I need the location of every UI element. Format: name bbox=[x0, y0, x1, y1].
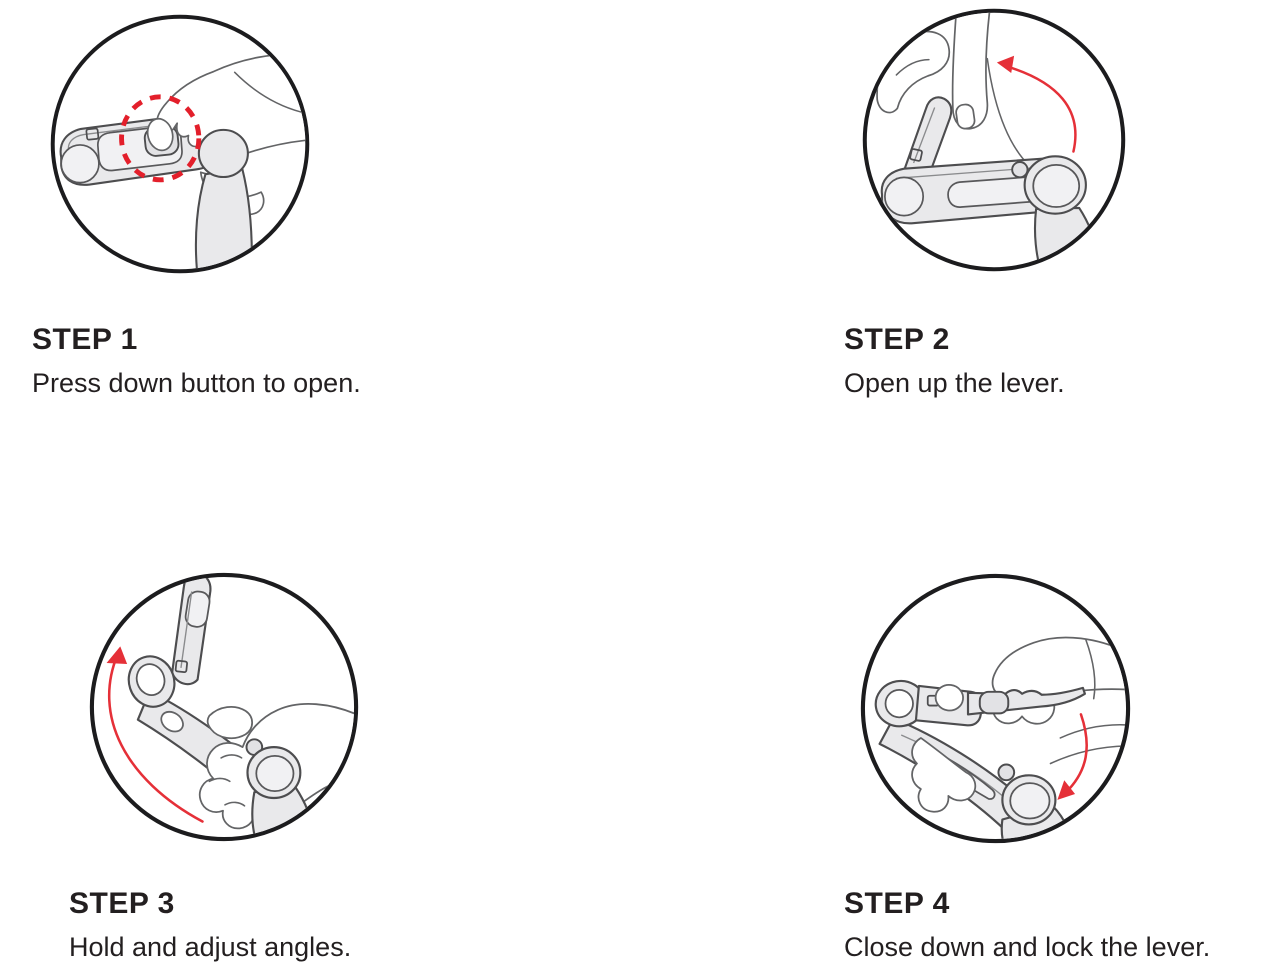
step-1-caption bbox=[32, 324, 361, 398]
press-button-illustration bbox=[48, 12, 312, 276]
adjust-angle-illustration bbox=[87, 570, 361, 844]
step-3-description: Hold and adjust angles. bbox=[69, 931, 352, 962]
step-2-label: STEP 2 bbox=[844, 323, 950, 356]
step-3-caption bbox=[69, 888, 351, 962]
step-2-illustration bbox=[860, 6, 1128, 274]
step-4-description: Close down and lock the lever. bbox=[844, 931, 1211, 962]
step-3-illustration bbox=[87, 570, 361, 844]
step-1-illustration bbox=[48, 12, 312, 276]
step-4-label: STEP 4 bbox=[844, 887, 950, 920]
knob bbox=[61, 145, 99, 183]
step-2-description: Open up the lever. bbox=[844, 367, 1065, 398]
fingernail bbox=[955, 103, 975, 129]
step-4-caption bbox=[844, 888, 1210, 962]
step-1-label: STEP 1 bbox=[32, 323, 138, 356]
open-lever-illustration bbox=[860, 6, 1128, 274]
step-1-description: Press down button to open. bbox=[32, 367, 361, 398]
step-2-caption bbox=[844, 324, 1065, 398]
knob bbox=[885, 177, 923, 215]
circle-frame bbox=[865, 11, 1123, 269]
thumb bbox=[208, 707, 253, 738]
step-3-label: STEP 3 bbox=[69, 887, 175, 920]
support-post bbox=[196, 130, 252, 270]
step-4-illustration bbox=[858, 571, 1133, 846]
close-lever-illustration bbox=[858, 571, 1133, 846]
lever-pad bbox=[980, 692, 1008, 714]
